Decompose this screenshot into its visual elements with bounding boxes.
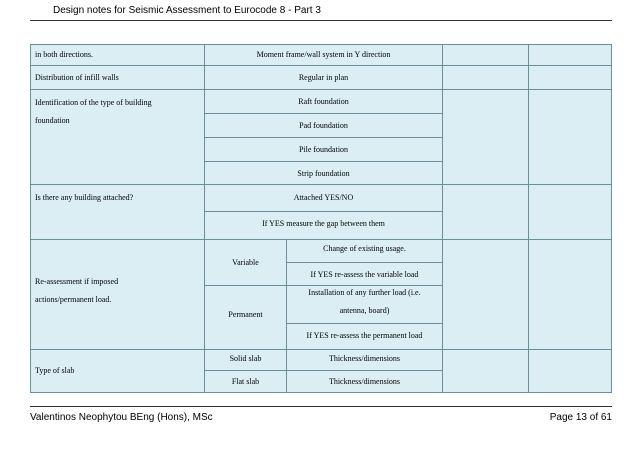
table-cell xyxy=(529,90,612,185)
table-cell xyxy=(443,66,529,90)
table-cell xyxy=(30,240,205,350)
table-cell xyxy=(205,162,443,185)
assessment-table xyxy=(30,44,612,393)
row-label: Identification of the type of building xyxy=(35,98,152,107)
table-cell xyxy=(443,90,529,185)
table-cell xyxy=(529,185,612,240)
foundation-option: Pile foundation xyxy=(298,145,349,154)
row-value: Moment frame/wall system in Y direction xyxy=(256,50,391,59)
table-cell xyxy=(30,90,205,185)
sub-label: Solid slab xyxy=(229,354,262,363)
table-cell xyxy=(443,44,529,66)
table-cell xyxy=(205,212,443,240)
table-cell xyxy=(529,66,612,90)
row-value: Thickness/dimensions xyxy=(328,377,401,386)
table-cell xyxy=(205,90,443,114)
header-rule xyxy=(30,20,612,21)
table-cell xyxy=(443,185,529,240)
row-label: foundation xyxy=(35,116,70,125)
foundation-option: Pad foundation xyxy=(299,121,348,130)
table-cell xyxy=(529,44,612,66)
table-cell xyxy=(205,138,443,162)
table-cell xyxy=(529,350,612,393)
row-label: Re-assessment if imposed xyxy=(35,277,119,286)
table-cell xyxy=(205,185,443,212)
table-cell xyxy=(205,114,443,138)
row-note: If YES measure the gap between them xyxy=(262,219,385,228)
table-cell xyxy=(205,371,287,393)
sub-label: Permanent xyxy=(228,310,263,319)
table-cell xyxy=(205,286,287,350)
row-value: Attached YES/NO xyxy=(293,193,354,202)
footer-rule xyxy=(30,406,612,407)
row-label: actions/permanent load. xyxy=(35,295,112,304)
foundation-option: Raft foundation xyxy=(298,97,349,106)
footer-author: Valentinos Neophytou BEng (Hons), MSc xyxy=(30,412,213,423)
table-cell xyxy=(287,350,443,371)
row-value: Regular in plan xyxy=(298,73,349,82)
footer-page-number: Page 13 of 61 xyxy=(549,412,612,423)
table-cell xyxy=(287,286,443,324)
row-label: in both directions. xyxy=(35,50,93,59)
table-cell xyxy=(287,324,443,350)
row-label: Distribution of infill walls xyxy=(35,73,119,82)
table-cell xyxy=(529,240,612,350)
sub-label: Variable xyxy=(232,258,259,267)
table-cell xyxy=(205,240,287,286)
table-cell xyxy=(443,350,529,393)
row-note: If YES re-assess the permanent load xyxy=(306,331,423,340)
row-value: antenna, board) xyxy=(339,306,390,315)
table-cell xyxy=(30,185,205,240)
table-cell xyxy=(30,350,205,393)
row-label: Is there any building attached? xyxy=(35,193,134,202)
table-cell xyxy=(205,44,443,66)
table-cell xyxy=(443,240,529,350)
table-cell xyxy=(287,371,443,393)
row-value: Installation of any further load (i.e. xyxy=(308,288,421,297)
page-header: Design notes for Seismic Assessment to Eurocode 8 - Part 3 xyxy=(53,5,321,16)
table-cell xyxy=(205,350,287,371)
foundation-option: Strip foundation xyxy=(297,169,350,178)
row-value: Change of existing usage. xyxy=(323,244,406,253)
table-cell xyxy=(205,66,443,90)
row-note: If YES re-assess the variable load xyxy=(310,270,419,279)
sub-label: Flat slab xyxy=(231,377,260,386)
table-cell xyxy=(30,66,205,90)
row-label: Type of slab xyxy=(35,366,75,375)
table-cell xyxy=(287,240,443,263)
table-cell xyxy=(287,263,443,286)
row-value: Thickness/dimensions xyxy=(328,354,401,363)
table-cell xyxy=(30,44,205,66)
